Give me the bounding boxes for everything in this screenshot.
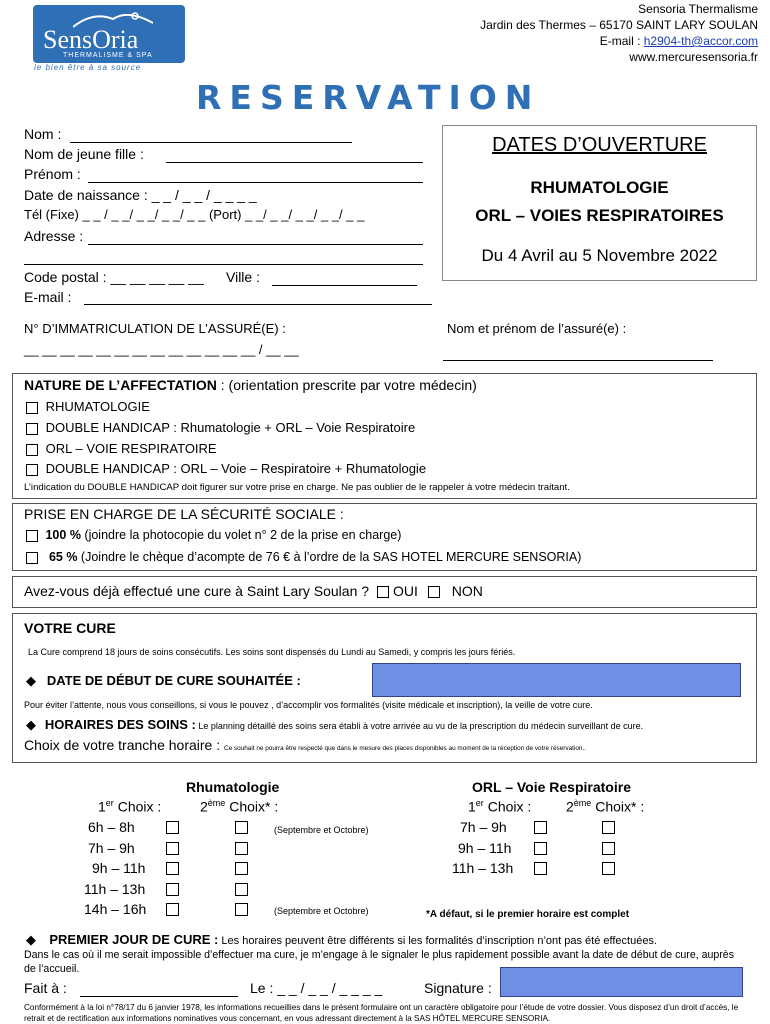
checkbox[interactable] bbox=[26, 444, 38, 456]
rhumato-title: Rhumatologie bbox=[186, 779, 280, 795]
adresse-field-2[interactable] bbox=[24, 264, 423, 265]
orl-choix1-checkbox[interactable] bbox=[534, 821, 547, 834]
rhumato-choix1-checkbox[interactable] bbox=[166, 821, 179, 834]
rhumato-slot-label: 11h – 13h bbox=[84, 881, 146, 897]
orl-choix2-checkbox[interactable] bbox=[602, 842, 615, 855]
date-naissance-field[interactable]: Date de naissance : _ _ / _ _ / _ _ _ _ bbox=[24, 187, 257, 203]
ville-label: Ville : bbox=[226, 269, 260, 285]
default-choice-note: *A défaut, si le premier horaire est complet bbox=[426, 909, 630, 920]
affectation-note: L’indication du DOUBLE HANDICAP doit figurer sur votre prise en charge. Ne pas oublier de le rappeler à votre médecin traitant. bbox=[24, 482, 570, 493]
prenom-field[interactable] bbox=[88, 182, 423, 183]
rhumato-choix2-label: 2ème Choix* : bbox=[200, 798, 279, 815]
oui-label: OUI bbox=[392, 583, 418, 599]
rhumato-choix2-checkbox[interactable] bbox=[235, 862, 248, 875]
nom-assure-field[interactable] bbox=[443, 360, 713, 361]
checkbox[interactable] bbox=[26, 402, 38, 414]
rhumato-slot-label: 7h – 9h bbox=[88, 840, 135, 856]
logo bbox=[33, 5, 185, 63]
logo-subtitle: THERMALISME & SPA bbox=[63, 52, 153, 59]
orl-choix1-checkbox[interactable] bbox=[534, 842, 547, 855]
nom-jeune-fille-field[interactable] bbox=[166, 162, 423, 163]
premier-jour-heading: ◆ PREMIER JOUR DE CURE : Les horaires peuvent être différents si les formalités d’inscription n’ont pas été effectuées. bbox=[26, 932, 657, 947]
dates-title: DATES D’OUVERTURE bbox=[492, 134, 707, 156]
adresse-label: Adresse : bbox=[24, 228, 84, 244]
company-address: Jardin des Thermes – 65170 SAINT LARY SOULAN bbox=[480, 18, 758, 32]
rhumato-choix1-checkbox[interactable] bbox=[166, 903, 179, 916]
rhumato-choix2-checkbox[interactable] bbox=[235, 821, 248, 834]
rhumato-slot-label: 9h – 11h bbox=[92, 860, 146, 876]
dates-rhumatologie: RHUMATOLOGIE bbox=[530, 178, 669, 197]
signature-input[interactable] bbox=[500, 967, 743, 997]
telephone-field[interactable]: Tél (Fixe) _ _ / _ _/ _ _/ _ _/ _ _ (Port) _ _/ _ _/ _ _/ _ _/ _ _ bbox=[24, 207, 365, 222]
rhumato-slot-label: 6h – 8h bbox=[88, 819, 135, 835]
logo-tagline: le bien être à sa source bbox=[34, 63, 142, 72]
deja-cure-question: Avez-vous déjà effectué une cure à Saint Lary Soulan ? bbox=[24, 583, 370, 599]
oui-checkbox[interactable] bbox=[377, 586, 389, 598]
dates-range: Du 4 Avril au 5 Novembre 2022 bbox=[481, 246, 718, 265]
nom-assure-label: Nom et prénom de l’assuré(e) : bbox=[447, 321, 627, 336]
immatriculation-label: N° D’IMMATRICULATION DE L’ASSURÉ(E) : bbox=[24, 321, 286, 336]
fait-a-label: Fait à : bbox=[24, 980, 67, 996]
rhumato-choix1-checkbox[interactable] bbox=[166, 842, 179, 855]
checkbox[interactable] bbox=[26, 423, 38, 435]
affectation-option-double-1[interactable]: DOUBLE HANDICAP : Rhumatologie + ORL – Voie Respiratoire bbox=[26, 420, 415, 435]
rhumato-note-top: (Septembre et Octobre) bbox=[274, 825, 369, 835]
votre-cure-title: VOTRE CURE bbox=[24, 620, 116, 636]
orl-choix2-label: 2ème Choix* : bbox=[566, 798, 645, 815]
diamond-icon: ◆ bbox=[26, 932, 36, 947]
orl-choix2-checkbox[interactable] bbox=[602, 862, 615, 875]
rhumato-choix2-checkbox[interactable] bbox=[235, 842, 248, 855]
diamond-icon: ◆ bbox=[26, 717, 36, 732]
prise-100-option[interactable]: 100 % (joindre la photocopie du volet n° 2 de la prise en charge) bbox=[26, 528, 401, 542]
orl-title: ORL – Voie Respiratoire bbox=[472, 779, 631, 795]
affectation-title: NATURE DE L’AFFECTATION : (orientation prescrite par votre médecin) bbox=[24, 377, 477, 393]
orl-slot-label: 9h – 11h bbox=[458, 840, 512, 856]
date-debut-note: Pour éviter l’attente, nous vous conseillons, si vous le pouvez , d’accomplir vos formalités (visite médicale et inscription), la veille de votre cure. bbox=[24, 700, 593, 710]
rhumato-choix2-checkbox[interactable] bbox=[235, 903, 248, 916]
prise-en-charge-title: PRISE EN CHARGE DE LA SÉCURITÉ SOCIALE : bbox=[24, 506, 344, 522]
rhumato-choix2-checkbox[interactable] bbox=[235, 883, 248, 896]
immatriculation-field[interactable]: __ __ __ __ __ __ __ __ __ __ __ __ __ / __ __ bbox=[24, 342, 299, 357]
ville-field[interactable] bbox=[272, 285, 417, 286]
votre-cure-intro: La Cure comprend 18 jours de soins consécutifs. Les soins sont dispensés du Lundi au Samedi, y compris les jours fériés. bbox=[28, 647, 516, 657]
email-link[interactable]: h2904-th@accor.com bbox=[643, 34, 758, 48]
rhumato-slot-label: 14h – 16h bbox=[84, 901, 147, 917]
date-debut-label: ◆ DATE DE DÉBUT DE CURE SOUHAITÉE : bbox=[26, 673, 301, 688]
orl-choix2-checkbox[interactable] bbox=[602, 821, 615, 834]
tranche-label: Choix de votre tranche horaire : Ce souhait ne pourra être respecté que dans le mesure des places disponibles au moment de la réception de votre réservation.. bbox=[24, 737, 586, 753]
nom-label: Nom : bbox=[24, 126, 62, 142]
nom-jeune-fille-label: Nom de jeune fille : bbox=[24, 146, 144, 162]
page-title: RESERVATION bbox=[196, 78, 541, 117]
dates-orl: ORL – VOIES RESPIRATOIRES bbox=[475, 206, 724, 225]
affectation-option-orl[interactable]: ORL – VOIE RESPIRATOIRE bbox=[26, 441, 217, 456]
prise-65-option[interactable]: 65 % (Joindre le chèque d’acompte de 76 € à l’ordre de la SAS HOTEL MERCURE SENSORIA) bbox=[26, 550, 581, 564]
fait-a-field[interactable] bbox=[80, 996, 238, 997]
affectation-option-rhumatologie[interactable]: RHUMATOLOGIE bbox=[26, 399, 150, 414]
code-postal-field[interactable]: Code postal : __ __ __ __ __ bbox=[24, 269, 204, 285]
orl-slot-label: 7h – 9h bbox=[460, 819, 507, 835]
company-name: Sensoria Thermalisme bbox=[638, 2, 758, 16]
rhumato-note-bottom: (Septembre et Octobre) bbox=[274, 906, 369, 916]
prenom-label: Prénom : bbox=[24, 166, 81, 182]
diamond-icon: ◆ bbox=[26, 673, 36, 688]
affectation-option-double-2[interactable]: DOUBLE HANDICAP : ORL – Voie – Respiratoire + Rhumatologie bbox=[26, 461, 426, 476]
rhumato-choix1-checkbox[interactable] bbox=[166, 862, 179, 875]
non-checkbox[interactable] bbox=[428, 586, 440, 598]
non-label: NON bbox=[451, 583, 483, 599]
nom-field[interactable] bbox=[70, 142, 352, 143]
horaires-label: ◆ HORAIRES DES SOINS : Le planning détaillé des soins sera établi à votre arrivée au vu de la prescription du médecin surveillant de cure. bbox=[26, 717, 644, 732]
checkbox[interactable] bbox=[26, 530, 38, 542]
company-website: www.mercuresensoria.fr bbox=[629, 50, 758, 64]
date-debut-input[interactable] bbox=[372, 663, 741, 697]
email-label: E-mail : bbox=[24, 289, 72, 305]
legal-notice: Conformément à la loi n°78/17 du 6 janvier 1978, les informations recueillies dans le présent formulaire ont un caractère obligatoire pour l’étude de votre dossier. Vous disposez d’un droit d’accès, le retrait et de rectification aux informations nominatives vous concernant, en vous adressant directement à la SAS HÔTEL MERCURE SENSORIA. bbox=[24, 1003, 739, 1023]
orl-choix1-checkbox[interactable] bbox=[534, 862, 547, 875]
deja-cure-row bbox=[24, 583, 483, 599]
logo-text: SensOria bbox=[43, 25, 139, 54]
date-signature-field[interactable]: Le : _ _ / _ _ / _ _ _ _ bbox=[250, 980, 383, 996]
orl-slot-label: 11h – 13h bbox=[452, 860, 514, 876]
company-email: E-mail : h2904-th@accor.com bbox=[599, 34, 758, 48]
premier-jour-body: Dans le cas où il me serait impossible d’effectuer ma cure, je m’engage à le signaler le plus rapidement possible avant la date de début de cure, auprès de l’accueil. bbox=[24, 949, 734, 975]
adresse-field[interactable] bbox=[88, 244, 423, 245]
rhumato-choix1-checkbox[interactable] bbox=[166, 883, 179, 896]
checkbox[interactable] bbox=[26, 464, 38, 476]
signature-label: Signature : bbox=[424, 980, 492, 996]
rhumato-choix1-label: 1er Choix : bbox=[98, 798, 162, 815]
checkbox[interactable] bbox=[26, 552, 38, 564]
email-field[interactable] bbox=[84, 304, 432, 305]
orl-choix1-label: 1er Choix : bbox=[468, 798, 532, 815]
